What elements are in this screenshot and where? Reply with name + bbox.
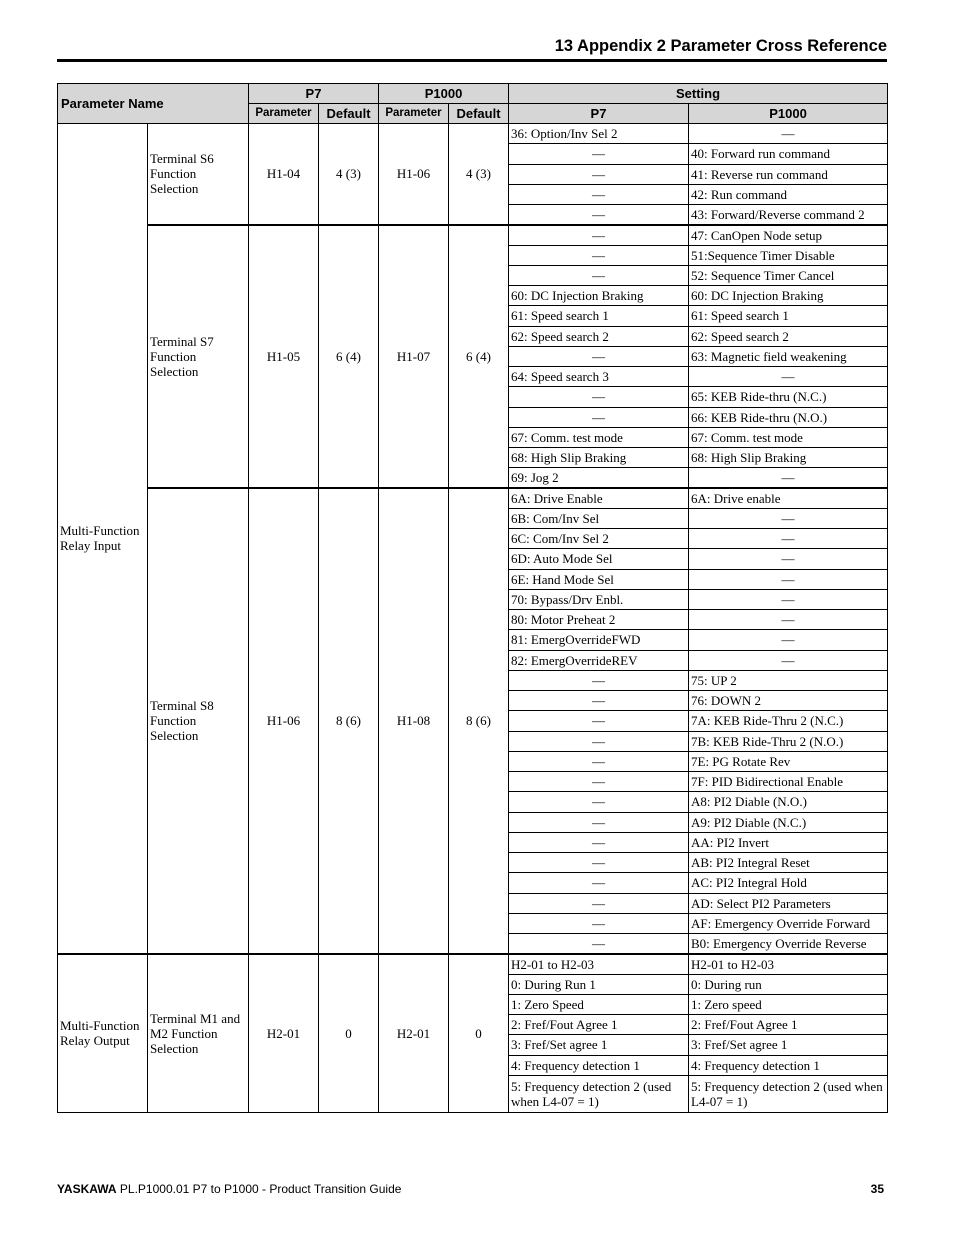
footer-doc-name: PL.P1000.01 P7 to P1000 - Product Transition Guide xyxy=(116,1182,402,1196)
setting-p7-cell: 36: Option/Inv Sel 2 xyxy=(509,124,689,144)
setting-p7-cell: 6D: Auto Mode Sel xyxy=(509,549,689,569)
setting-p7-cell: — xyxy=(509,144,689,164)
setting-p1000-cell: — xyxy=(689,468,888,488)
setting-p1000-cell: — xyxy=(689,630,888,650)
p1000-default: 6 (4) xyxy=(449,225,509,488)
setting-p7-cell: 60: DC Injection Braking xyxy=(509,286,689,306)
setting-p1000-cell: 2: Fref/Fout Agree 1 xyxy=(689,1015,888,1035)
p1000-default: 8 (6) xyxy=(449,488,509,954)
header-p7: P7 xyxy=(249,84,379,104)
setting-p1000-cell: — xyxy=(689,549,888,569)
setting-p7-cell: 67: Comm. test mode xyxy=(509,427,689,447)
setting-p7-cell: — xyxy=(509,407,689,427)
header-parameter-name: Parameter Name xyxy=(58,84,249,124)
function-name: Terminal M1 and M2 Function Selection xyxy=(148,954,249,1113)
setting-p7-cell: 6B: Com/Inv Sel xyxy=(509,508,689,528)
footer-document-title xyxy=(57,1182,401,1196)
setting-p1000-cell: 65: KEB Ride-thru (N.C.) xyxy=(689,387,888,407)
setting-p1000-cell: 47: CanOpen Node setup xyxy=(689,225,888,245)
setting-p7-cell: — xyxy=(509,245,689,265)
setting-p1000-cell: AC: PI2 Integral Hold xyxy=(689,873,888,893)
setting-p7-cell: — xyxy=(509,164,689,184)
p7-default: 6 (4) xyxy=(319,225,379,488)
setting-p7-cell: 61: Speed search 1 xyxy=(509,306,689,326)
setting-p1000-cell: A9: PI2 Diable (N.C.) xyxy=(689,812,888,832)
setting-p7-cell: — xyxy=(509,670,689,690)
setting-p1000-cell: AD: Select PI2 Parameters xyxy=(689,893,888,913)
p7-parameter: H1-04 xyxy=(249,124,319,225)
setting-p1000-cell: B0: Emergency Override Reverse xyxy=(689,934,888,954)
setting-p1000-cell: AA: PI2 Invert xyxy=(689,832,888,852)
setting-p1000-cell: H2-01 to H2-03 xyxy=(689,954,888,974)
p7-default: 0 xyxy=(319,954,379,1113)
setting-p1000-cell: 61: Speed search 1 xyxy=(689,306,888,326)
function-name: Terminal S6 Function Selection xyxy=(148,124,249,225)
setting-p1000-cell: — xyxy=(689,367,888,387)
setting-p7-cell: — xyxy=(509,346,689,366)
header-setting: Setting xyxy=(509,84,888,104)
p1000-parameter: H1-06 xyxy=(379,124,449,225)
setting-p7-cell: 2: Fref/Fout Agree 1 xyxy=(509,1015,689,1035)
setting-p7-cell: 68: High Slip Braking xyxy=(509,448,689,468)
setting-p7-cell: — xyxy=(509,772,689,792)
setting-p7-cell: — xyxy=(509,711,689,731)
setting-p7-cell: — xyxy=(509,832,689,852)
setting-p1000-cell: 51:Sequence Timer Disable xyxy=(689,245,888,265)
setting-p7-cell: — xyxy=(509,853,689,873)
setting-p7-cell: H2-01 to H2-03 xyxy=(509,954,689,974)
setting-p7-cell: — xyxy=(509,265,689,285)
header-p7-parameter: Parameter xyxy=(249,104,319,124)
setting-p7-cell: 80: Motor Preheat 2 xyxy=(509,610,689,630)
setting-p1000-cell: 68: High Slip Braking xyxy=(689,448,888,468)
setting-p7-cell: 62: Speed search 2 xyxy=(509,326,689,346)
setting-p1000-cell: 62: Speed search 2 xyxy=(689,326,888,346)
setting-p7-cell: — xyxy=(509,792,689,812)
setting-p1000-cell: 43: Forward/Reverse command 2 xyxy=(689,205,888,225)
setting-p1000-cell: 7E: PG Rotate Rev xyxy=(689,751,888,771)
setting-p1000-cell: 66: KEB Ride-thru (N.O.) xyxy=(689,407,888,427)
setting-p7-cell: — xyxy=(509,731,689,751)
header-setting-p7: P7 xyxy=(509,104,689,124)
setting-p7-cell: 1: Zero Speed xyxy=(509,994,689,1014)
relay-output-group-label: Multi-Function Relay Output xyxy=(58,954,148,1113)
table-row xyxy=(58,488,888,508)
setting-p7-cell: 6C: Com/Inv Sel 2 xyxy=(509,529,689,549)
setting-p7-cell: 81: EmergOverrideFWD xyxy=(509,630,689,650)
setting-p1000-cell: — xyxy=(689,124,888,144)
setting-p7-cell: 0: During Run 1 xyxy=(509,974,689,994)
setting-p1000-cell: AB: PI2 Integral Reset xyxy=(689,853,888,873)
setting-p1000-cell: 40: Forward run command xyxy=(689,144,888,164)
function-name: Terminal S7 Function Selection xyxy=(148,225,249,488)
setting-p7-cell: — xyxy=(509,893,689,913)
setting-p7-cell: 3: Fref/Set agree 1 xyxy=(509,1035,689,1055)
page-header-title: 13 Appendix 2 Parameter Cross Reference xyxy=(554,37,887,55)
setting-p1000-cell: — xyxy=(689,589,888,609)
setting-p1000-cell: — xyxy=(689,508,888,528)
setting-p7-cell: 82: EmergOverrideREV xyxy=(509,650,689,670)
setting-p7-cell: 4: Frequency detection 1 xyxy=(509,1055,689,1075)
setting-p7-cell: — xyxy=(509,225,689,245)
setting-p1000-cell: — xyxy=(689,569,888,589)
setting-p1000-cell: 6A: Drive enable xyxy=(689,488,888,508)
setting-p7-cell: 70: Bypass/Drv Enbl. xyxy=(509,589,689,609)
header-p7-default: Default xyxy=(319,104,379,124)
setting-p7-cell: — xyxy=(509,691,689,711)
setting-p1000-cell: — xyxy=(689,650,888,670)
footer-brand: YASKAWA xyxy=(57,1182,117,1196)
setting-p7-cell: — xyxy=(509,205,689,225)
footer-page-number: 35 xyxy=(870,1182,884,1196)
setting-p7-cell: 6A: Drive Enable xyxy=(509,488,689,508)
setting-p1000-cell: 1: Zero speed xyxy=(689,994,888,1014)
setting-p7-cell: — xyxy=(509,387,689,407)
p1000-parameter: H1-07 xyxy=(379,225,449,488)
header-rule xyxy=(57,59,887,62)
setting-p7-cell: 64: Speed search 3 xyxy=(509,367,689,387)
table-row xyxy=(58,124,888,144)
setting-p7-cell: 5: Frequency detection 2 (used when L4-07 = 1) xyxy=(509,1075,689,1112)
p7-parameter: H1-06 xyxy=(249,488,319,954)
header-p1000-parameter: Parameter xyxy=(379,104,449,124)
setting-p7-cell: — xyxy=(509,934,689,954)
p1000-parameter: H2-01 xyxy=(379,954,449,1113)
p1000-parameter: H1-08 xyxy=(379,488,449,954)
p1000-default: 4 (3) xyxy=(449,124,509,225)
setting-p1000-cell: 3: Fref/Set agree 1 xyxy=(689,1035,888,1055)
function-name: Terminal S8 Function Selection xyxy=(148,488,249,954)
setting-p7-cell: 6E: Hand Mode Sel xyxy=(509,569,689,589)
table-row xyxy=(58,954,888,974)
setting-p1000-cell: 52: Sequence Timer Cancel xyxy=(689,265,888,285)
setting-p1000-cell: 7F: PID Bidirectional Enable xyxy=(689,772,888,792)
relay-input-group-label: Multi-Function Relay Input xyxy=(58,124,148,954)
p7-parameter: H2-01 xyxy=(249,954,319,1113)
setting-p1000-cell: 76: DOWN 2 xyxy=(689,691,888,711)
setting-p1000-cell: 0: During run xyxy=(689,974,888,994)
setting-p1000-cell: — xyxy=(689,529,888,549)
p7-default: 4 (3) xyxy=(319,124,379,225)
setting-p1000-cell: — xyxy=(689,610,888,630)
setting-p7-cell: 69: Jog 2 xyxy=(509,468,689,488)
setting-p7-cell: — xyxy=(509,913,689,933)
table-row xyxy=(58,225,888,245)
p7-parameter: H1-05 xyxy=(249,225,319,488)
setting-p7-cell: — xyxy=(509,751,689,771)
p7-default: 8 (6) xyxy=(319,488,379,954)
setting-p1000-cell: 67: Comm. test mode xyxy=(689,427,888,447)
header-setting-p1000: P1000 xyxy=(689,104,888,124)
setting-p7-cell: — xyxy=(509,812,689,832)
setting-p1000-cell: AF: Emergency Override Forward xyxy=(689,913,888,933)
setting-p1000-cell: 60: DC Injection Braking xyxy=(689,286,888,306)
setting-p1000-cell: 4: Frequency detection 1 xyxy=(689,1055,888,1075)
setting-p7-cell: — xyxy=(509,873,689,893)
setting-p1000-cell: 41: Reverse run command xyxy=(689,164,888,184)
setting-p1000-cell: 63: Magnetic field weakening xyxy=(689,346,888,366)
setting-p1000-cell: 7A: KEB Ride-Thru 2 (N.C.) xyxy=(689,711,888,731)
setting-p1000-cell: 5: Frequency detection 2 (used when L4-07 = 1) xyxy=(689,1075,888,1112)
setting-p1000-cell: 75: UP 2 xyxy=(689,670,888,690)
setting-p7-cell: — xyxy=(509,184,689,204)
header-p1000: P1000 xyxy=(379,84,509,104)
setting-p1000-cell: 42: Run command xyxy=(689,184,888,204)
setting-p1000-cell: A8: PI2 Diable (N.O.) xyxy=(689,792,888,812)
header-p1000-default: Default xyxy=(449,104,509,124)
setting-p1000-cell: 7B: KEB Ride-Thru 2 (N.O.) xyxy=(689,731,888,751)
p1000-default: 0 xyxy=(449,954,509,1113)
parameter-cross-reference-table xyxy=(57,83,888,1113)
table-body xyxy=(58,124,888,1113)
